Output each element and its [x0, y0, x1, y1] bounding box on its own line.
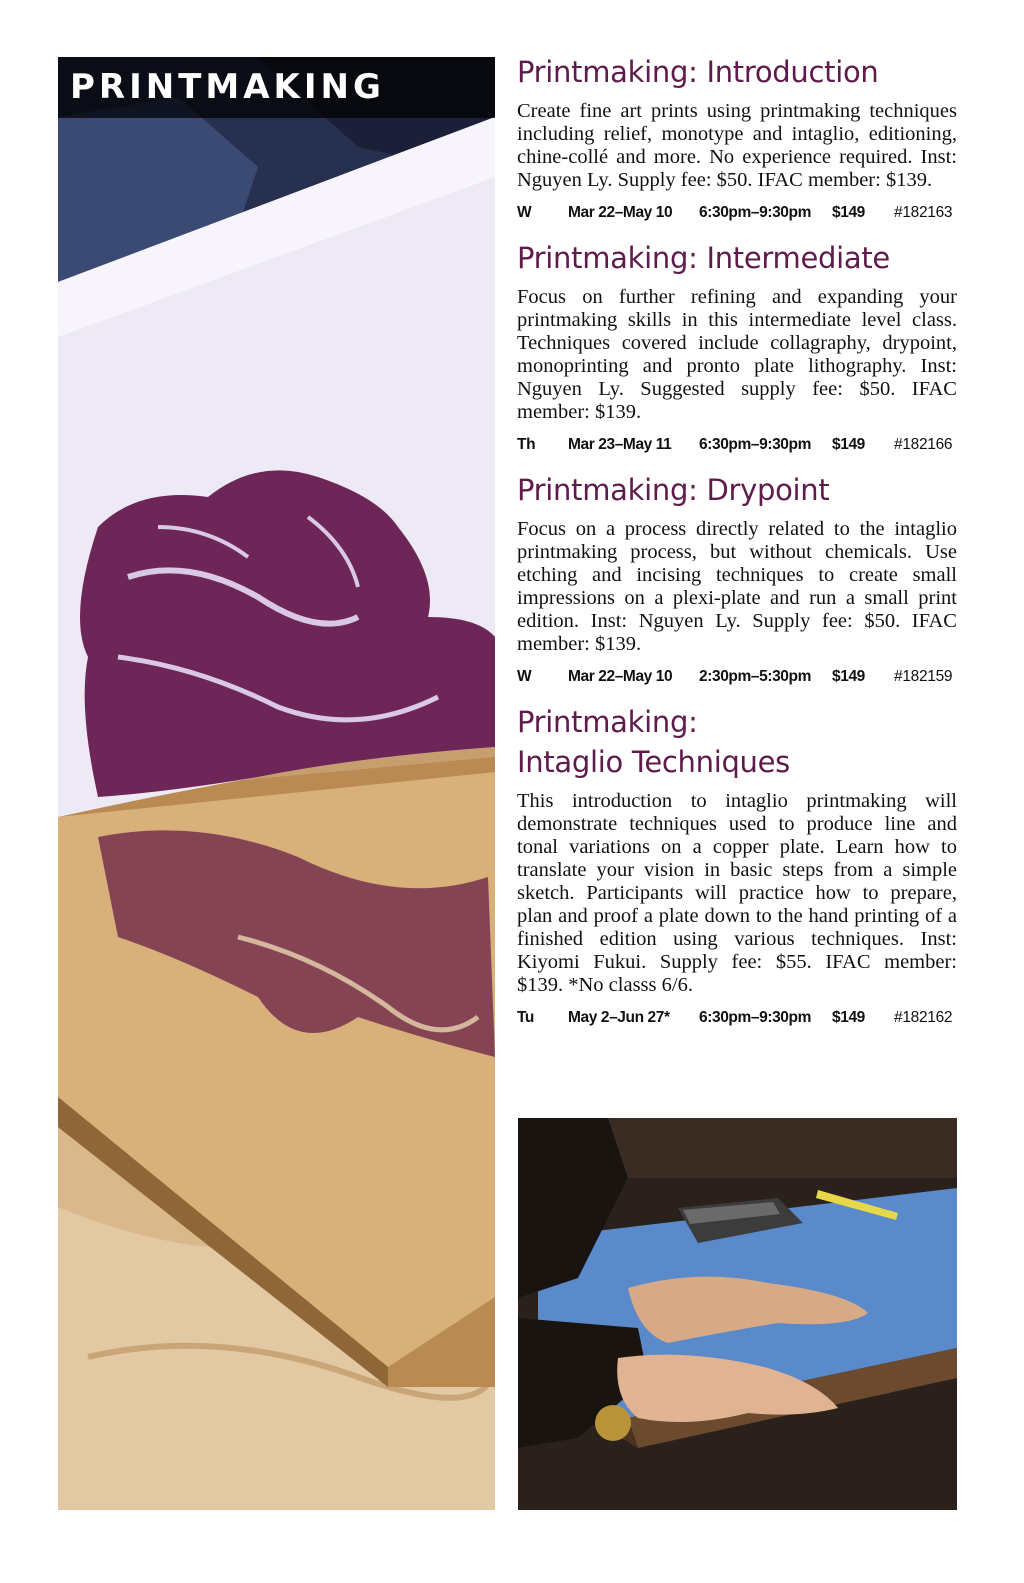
course-schedule	[517, 664, 957, 690]
course-description: Focus on a process directly related to the intaglio printmaking process, but without chemicals. Use etching and incising techniques to create small impressions on a plexi-plate and run a small print edition. Inst: Nguyen Ly. Supply fee: $50. IFAC member: $139.	[517, 518, 957, 655]
course-dates: May 2–Jun 27*	[568, 1009, 670, 1026]
course-code: #182159	[894, 668, 953, 685]
course-schedule	[517, 432, 957, 458]
course-introduction	[517, 52, 957, 226]
course-time: 6:30pm–9:30pm	[699, 436, 811, 453]
course-code: #182162	[894, 1009, 953, 1026]
course-title-line1: Printmaking:	[517, 705, 698, 739]
course-intaglio	[517, 702, 957, 1031]
section-title: PRINTMAKING	[70, 67, 385, 107]
woodblock-print-image	[58, 57, 495, 1510]
course-price: $149	[832, 668, 865, 685]
course-drypoint	[517, 470, 957, 690]
course-day: W	[517, 204, 532, 221]
course-price: $149	[832, 204, 865, 221]
course-time: 6:30pm–9:30pm	[699, 204, 811, 221]
course-description: This introduction to intaglio printmaking will demonstrate techniques used to produce line and tonal variations on a copper plate. Learn how to translate your vision in basic steps from a simple sketch. Participants will practice how to prepare, plan and proof a plate down to the hand printing of a finished edition using various techniques. Inst: Kiyomi Fukui. Supply fee: $55. IFAC member: $139. *No classs 6/6.	[517, 790, 957, 996]
course-title-line2: Intaglio Techniques	[517, 745, 790, 779]
course-dates: Mar 23–May 11	[568, 436, 672, 453]
course-time: 6:30pm–9:30pm	[699, 1009, 811, 1026]
printmaking-photo	[58, 57, 495, 1510]
course-day: W	[517, 668, 532, 685]
course-schedule	[517, 200, 957, 226]
course-title	[517, 702, 957, 782]
course-price: $149	[832, 436, 865, 453]
course-title: Printmaking: Intermediate	[517, 241, 890, 275]
course-schedule	[517, 1005, 957, 1031]
course-dates: Mar 22–May 10	[568, 668, 673, 685]
section-banner	[58, 57, 495, 118]
etching-press-image	[518, 1118, 957, 1510]
course-title: Printmaking: Introduction	[517, 55, 879, 89]
course-description: Create fine art prints using printmaking techniques including relief, monotype and intaglio, editioning, chine-collé and more. No experience required. Inst: Nguyen Ly. Supply fee: $50. IFAC member: $139.	[517, 100, 957, 191]
etching-press-photo	[518, 1118, 957, 1510]
course-day: Tu	[517, 1009, 534, 1026]
course-intermediate	[517, 238, 957, 458]
course-time: 2:30pm–5:30pm	[699, 668, 811, 685]
course-list	[517, 52, 957, 1043]
course-title: Printmaking: Drypoint	[517, 473, 830, 507]
course-code: #182166	[894, 436, 953, 453]
course-price: $149	[832, 1009, 865, 1026]
course-description: Focus on further refining and expanding your printmaking skills in this intermediate level class. Techniques covered include collagraphy, drypoint, monoprinting and pronto plate lithography. Inst: Nguyen Ly. Suggested supply fee: $50. IFAC member: $139.	[517, 286, 957, 423]
course-code: #182163	[894, 204, 953, 221]
course-day: Th	[517, 436, 536, 453]
course-dates: Mar 22–May 10	[568, 204, 673, 221]
